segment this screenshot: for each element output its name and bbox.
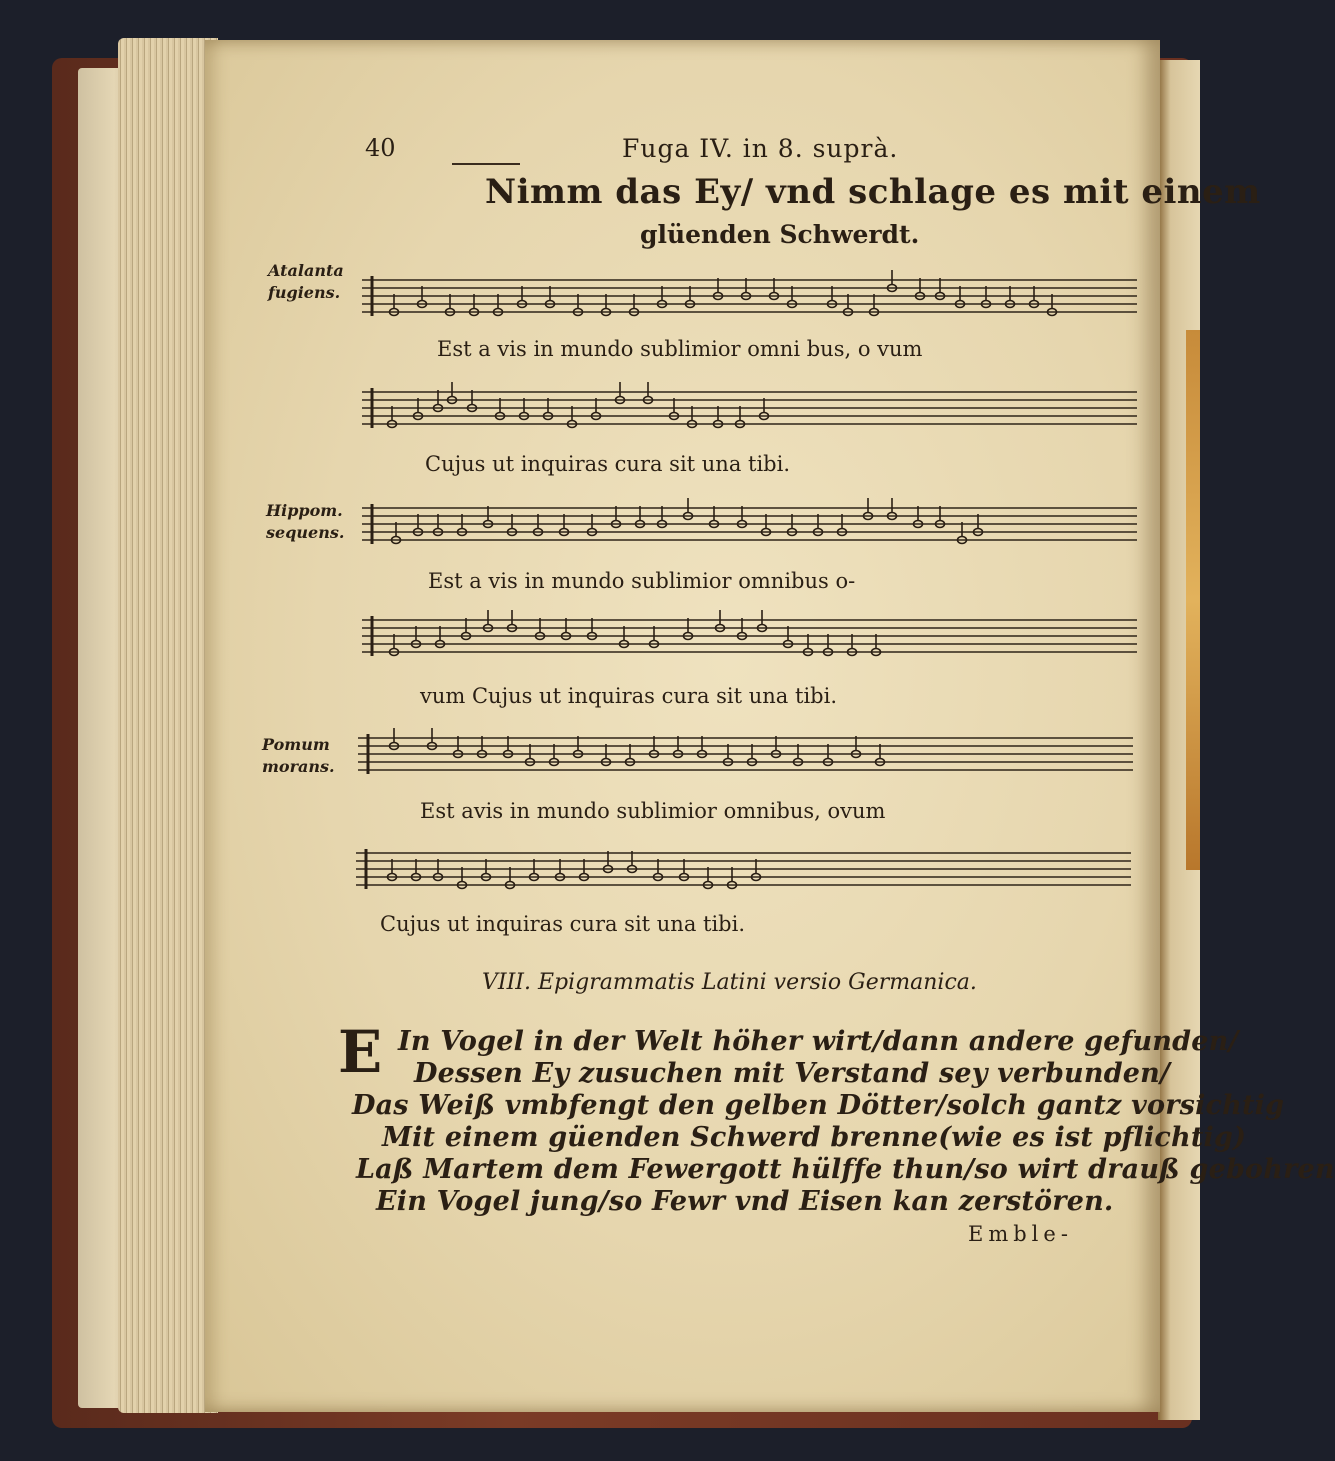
page-edges <box>118 38 218 1413</box>
music-staff <box>358 730 1133 782</box>
page-title: Nimm das Ey/ vnd schlage es mit einem <box>485 172 1261 212</box>
lyrics-line: Est avis in mundo sublimior omnibus, ovum <box>420 799 886 823</box>
header-rule <box>452 163 520 165</box>
page-subtitle: glüenden Schwerdt. <box>640 220 920 249</box>
decorated-initial: E <box>338 1018 383 1086</box>
music-staff <box>362 612 1137 664</box>
music-staff <box>362 500 1137 552</box>
catchword: Emble- <box>968 1222 1073 1246</box>
verse-line: In Vogel in der Welt höher wirt/dann andere gefunden/ <box>398 1026 1239 1057</box>
verse-line: Laß Martem dem Fewergott hülffe thun/so wirt drauß gebohren <box>356 1154 1335 1185</box>
running-header: Fuga IV. in 8. suprà. <box>622 134 899 163</box>
verse-line: Dessen Ey zusuchen mit Verstand sey verbunden/ <box>414 1058 1171 1089</box>
verse-line: Ein Vogel jung/so Fewr vnd Eisen kan zerstören. <box>376 1186 1114 1217</box>
lyrics-line: Cujus ut inquiras cura sit una tibi. <box>425 452 791 476</box>
section-heading: VIII. Epigrammatis Latini versio Germanica. <box>482 970 977 995</box>
music-staff <box>356 845 1131 897</box>
lyrics-line: Cujus ut inquiras cura sit una tibi. <box>380 912 746 936</box>
voice-label: Pomum morans. <box>262 735 335 776</box>
facing-page-illustration-edge <box>1186 330 1200 870</box>
verse-line: Das Weiß vmbfengt den gelben Dötter/solch gantz vorsichtig <box>352 1090 1285 1121</box>
voice-label: Hippom. sequens. <box>266 501 345 542</box>
lyrics-line: Est a vis in mundo sublimior omni bus, o vum <box>437 337 923 361</box>
lyrics-line: Est a vis in mundo sublimior omnibus o- <box>428 569 856 593</box>
lyrics-line: vum Cujus ut inquiras cura sit una tibi. <box>420 684 837 708</box>
music-staff <box>362 384 1137 436</box>
voice-label: Atalanta fugiens. <box>268 261 344 302</box>
music-staff <box>362 272 1137 324</box>
verse-line: Mit einem güenden Schwerd brenne(wie es ist pflichtig) <box>382 1122 1247 1153</box>
page-number: 40 <box>365 134 396 162</box>
